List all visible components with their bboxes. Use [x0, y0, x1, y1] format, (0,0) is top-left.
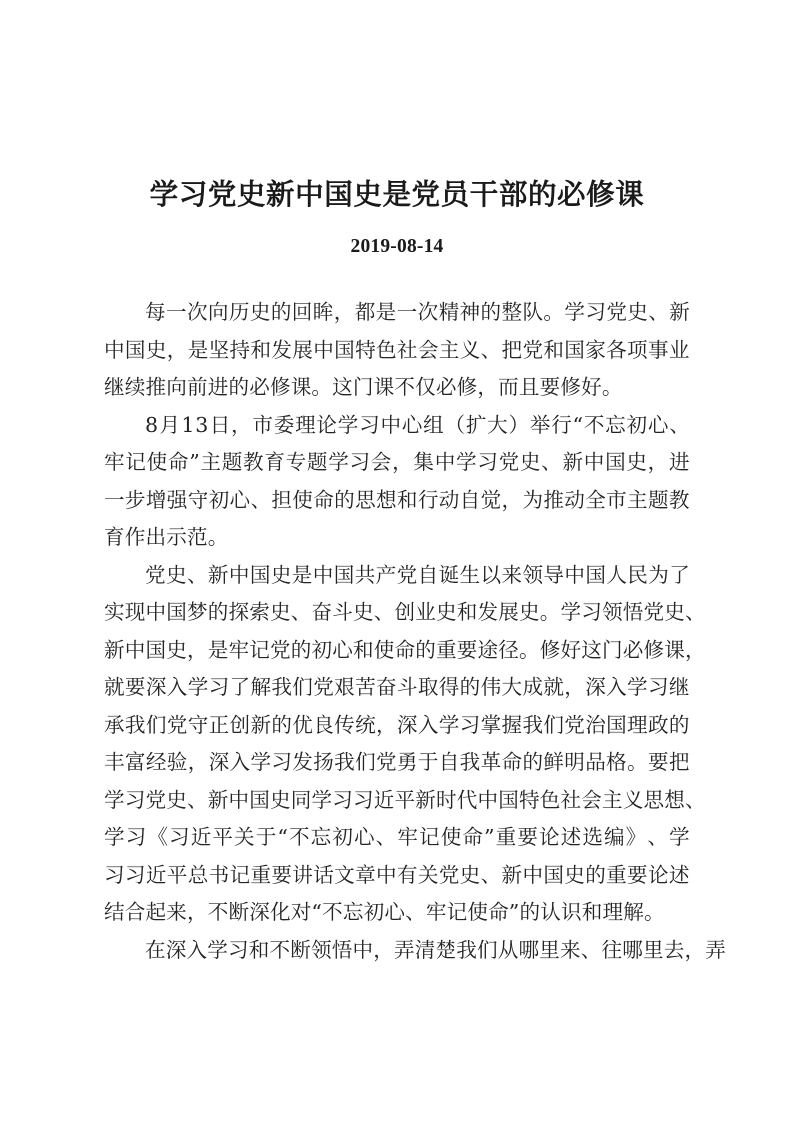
text-line: 学 习 《 习 近 平 关 于 “ 不 忘 初 心 、 牢 记 使 命 ” 重 要 论 述 选 编 》 、 学: [104, 825, 690, 849]
text-line: 8 月 1 3 日 ， 市 委 理 论 学 习 中 心 组 （ 扩 大 ） 举 行 “ 不 忘 初 心 、: [145, 412, 690, 437]
text-line: 党 史 、 新 中 国 史 是 中 国 共 产 党 自 诞 生 以 来 领 导 中 国 人 民 为 了: [145, 562, 690, 587]
paragraph: [104, 407, 690, 557]
text-line: 一 步 增 强 守 初 心 、 担 使 命 的 思 想 和 行 动 自 觉 ， 为 推 动 全 市 主 题 教: [104, 487, 690, 512]
text-line: 新 中 国 史 ， 是 牢 记 党 的 初 心 和 使 命 的 重 要 途 径 。 修 好 这 门 必 修 课 ，: [104, 637, 706, 662]
text-line: 每 一 次 向 历 史 的 回 眸 ， 都 是 一 次 精 神 的 整 队 。 学 习 党 史 、 新: [145, 300, 690, 324]
text-line: 学 习 党 史 、 新 中 国 史 同 学 习 习 近 平 新 时 代 中 国 特 色 社 会 主 义 思 想 、: [104, 787, 706, 812]
document-content-column: [104, 0, 726, 1122]
text-line: 在 深 入 学 习 和 不 断 领 悟 中 ， 弄 清 楚 我 们 从 哪 里 来 、 往 哪 里 去 ， 弄: [145, 937, 726, 962]
paragraph: [104, 932, 726, 970]
document-date: 2019-08-14: [350, 236, 444, 257]
paragraph: [104, 557, 706, 932]
text-line: 继续推向前进的必修课。这门课不仅必修，而且要修好。: [104, 375, 623, 399]
text-line: 结合起来，不断深化对“不忘初心、牢记使命”的认识和理解。: [104, 900, 665, 924]
text-line: 就 要 深 入 学 习 了 解 我 们 党 艰 苦 奋 斗 取 得 的 伟 大 成 就 ， 深 入 学 习 继: [104, 675, 690, 699]
document-body: [104, 294, 726, 969]
text-line: 中 国 史 ， 是 坚 持 和 发 展 中 国 特 色 社 会 主 义 、 把 党 和 国 家 各 项 事 业: [104, 337, 690, 362]
text-line: 习 习 近 平 总 书 记 重 要 讲 话 文 章 中 有 关 党 史 、 新 中 国 史 的 重 要 论 述: [104, 862, 690, 887]
text-line: 承 我 们 党 守 正 创 新 的 优 良 传 统 ， 深 入 学 习 掌 握 我 们 党 治 国 理 政 的: [104, 712, 690, 737]
paragraph: [104, 294, 690, 407]
text-line: 丰 富 经 验 ， 深 入 学 习 发 扬 我 们 党 勇 于 自 我 革 命 的 鲜 明 品 格 。 要 把: [104, 750, 690, 774]
text-line: 牢 记 使 命 ” 主 题 教 育 专 题 学 习 会 ， 集 中 学 习 党 史 、 新 中 国 史 ， 进: [104, 450, 690, 474]
page-title: 学习党史新中国史是党员干部的必修课: [149, 180, 645, 211]
text-line: 育作出示范。: [104, 525, 229, 549]
text-line: 实 现 中 国 梦 的 探 索 史 、 奋 斗 史 、 创 业 史 和 发 展 史 。 学 习 领 悟 党 史 、: [104, 600, 706, 624]
